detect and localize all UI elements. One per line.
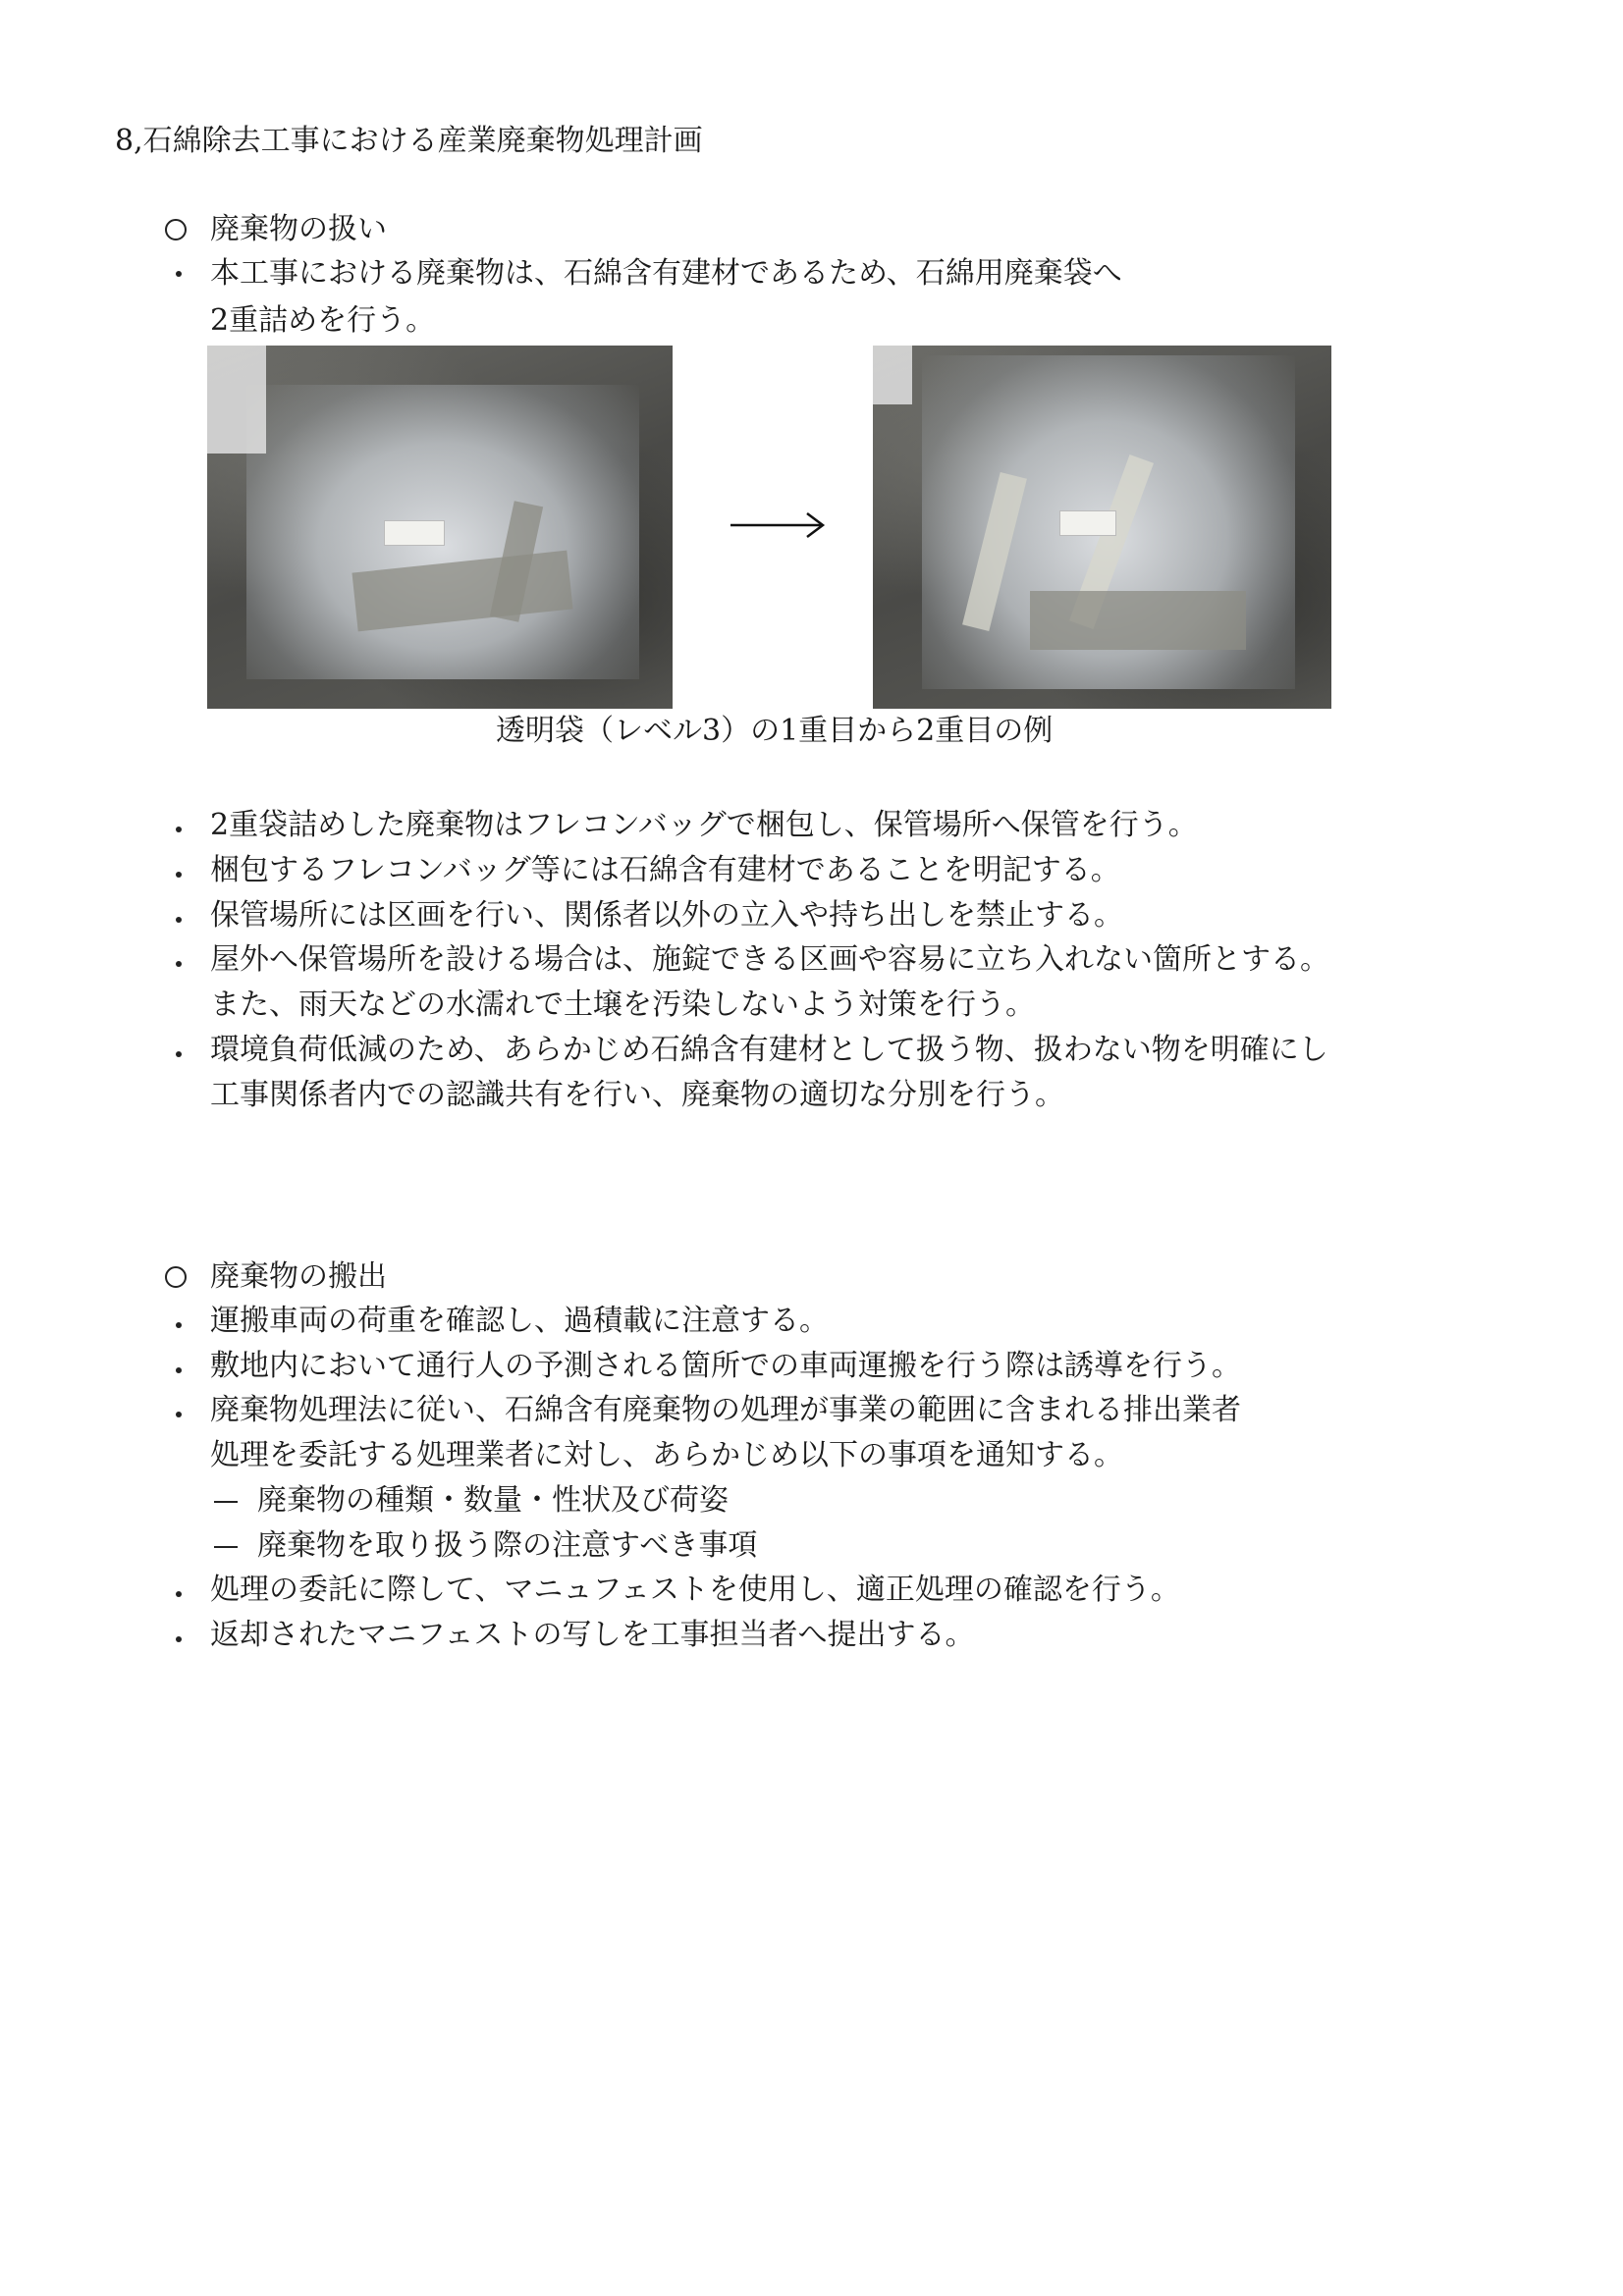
bullet-dot-icon — [176, 1636, 182, 1642]
section-heading-handling: 廃棄物の扱い — [210, 212, 387, 246]
circle-bullet-icon — [165, 219, 187, 240]
intro-line-2: 2重詰めを行う。 — [210, 303, 436, 338]
handling-item: 2重袋詰めした廃棄物はフレコンバッグで梱包し、保管場所へ保管を行う。 — [210, 808, 1198, 842]
handling-item: 保管場所には区画を行い、関係者以外の立入や持ち出しを禁止する。 — [210, 898, 1123, 933]
page-title: 8,石綿除去工事における産業廃棄物処理計画 — [115, 124, 703, 158]
bullet-dot-icon — [176, 271, 182, 277]
intro-line-1: 本工事における廃棄物は、石綿含有建材であるため、石綿用廃棄袋へ — [210, 256, 1122, 291]
bullet-dot-icon — [176, 872, 182, 878]
photo-caption: 透明袋（レベル3）の1重目から2重目の例 — [496, 714, 1054, 748]
dash-icon — [214, 1501, 238, 1503]
notice-subitem: 廃棄物を取り扱う際の注意すべき事項 — [257, 1528, 758, 1563]
handling-item-continued: 工事関係者内での認識共有を行い、廃棄物の適切な分別を行う。 — [210, 1078, 1064, 1112]
removal-item: 敷地内において通行人の予測される箇所での車両運搬を行う際は誘導を行う。 — [210, 1349, 1241, 1383]
photo-single-bag — [207, 346, 673, 709]
removal-item-continued: 処理を委託する処理業者に対し、あらかじめ以下の事項を通知する。 — [210, 1438, 1123, 1472]
bullet-dot-icon — [176, 1367, 182, 1373]
notice-subitem: 廃棄物の種類・数量・性状及び荷姿 — [257, 1483, 729, 1518]
arrow-right-icon — [729, 506, 827, 545]
circle-bullet-icon — [165, 1266, 187, 1288]
removal-item: 返却されたマニフェストの写しを工事担当者へ提出する。 — [210, 1618, 975, 1652]
bullet-dot-icon — [176, 961, 182, 967]
bullet-dot-icon — [176, 1051, 182, 1057]
bullet-dot-icon — [176, 1591, 182, 1597]
removal-item: 廃棄物処理法に従い、石綿含有廃棄物の処理が事業の範囲に含まれる排出業者 — [210, 1393, 1241, 1427]
removal-item: 運搬車両の荷重を確認し、過積載に注意する。 — [210, 1304, 829, 1338]
handling-item: 屋外へ保管場所を設ける場合は、施錠できる区画や容易に立ち入れない箇所とする。 — [210, 942, 1329, 977]
handling-item: 梱包するフレコンバッグ等には石綿含有建材であることを明記する。 — [210, 853, 1120, 887]
bullet-dot-icon — [176, 1322, 182, 1328]
handling-item-continued: また、雨天などの水濡れで土壌を汚染しないよう対策を行う。 — [210, 988, 1035, 1022]
dash-icon — [214, 1546, 238, 1548]
handling-item: 環境負荷低減のため、あらかじめ石綿含有建材として扱う物、扱わない物を明確にし — [210, 1033, 1328, 1067]
bullet-dot-icon — [176, 917, 182, 923]
photo-double-bag — [873, 346, 1331, 709]
bullet-dot-icon — [176, 827, 182, 832]
bullet-dot-icon — [176, 1412, 182, 1417]
section-heading-removal: 廃棄物の搬出 — [210, 1259, 387, 1294]
removal-item: 処理の委託に際して、マニュフェストを使用し、適正処理の確認を行う。 — [210, 1573, 1180, 1607]
